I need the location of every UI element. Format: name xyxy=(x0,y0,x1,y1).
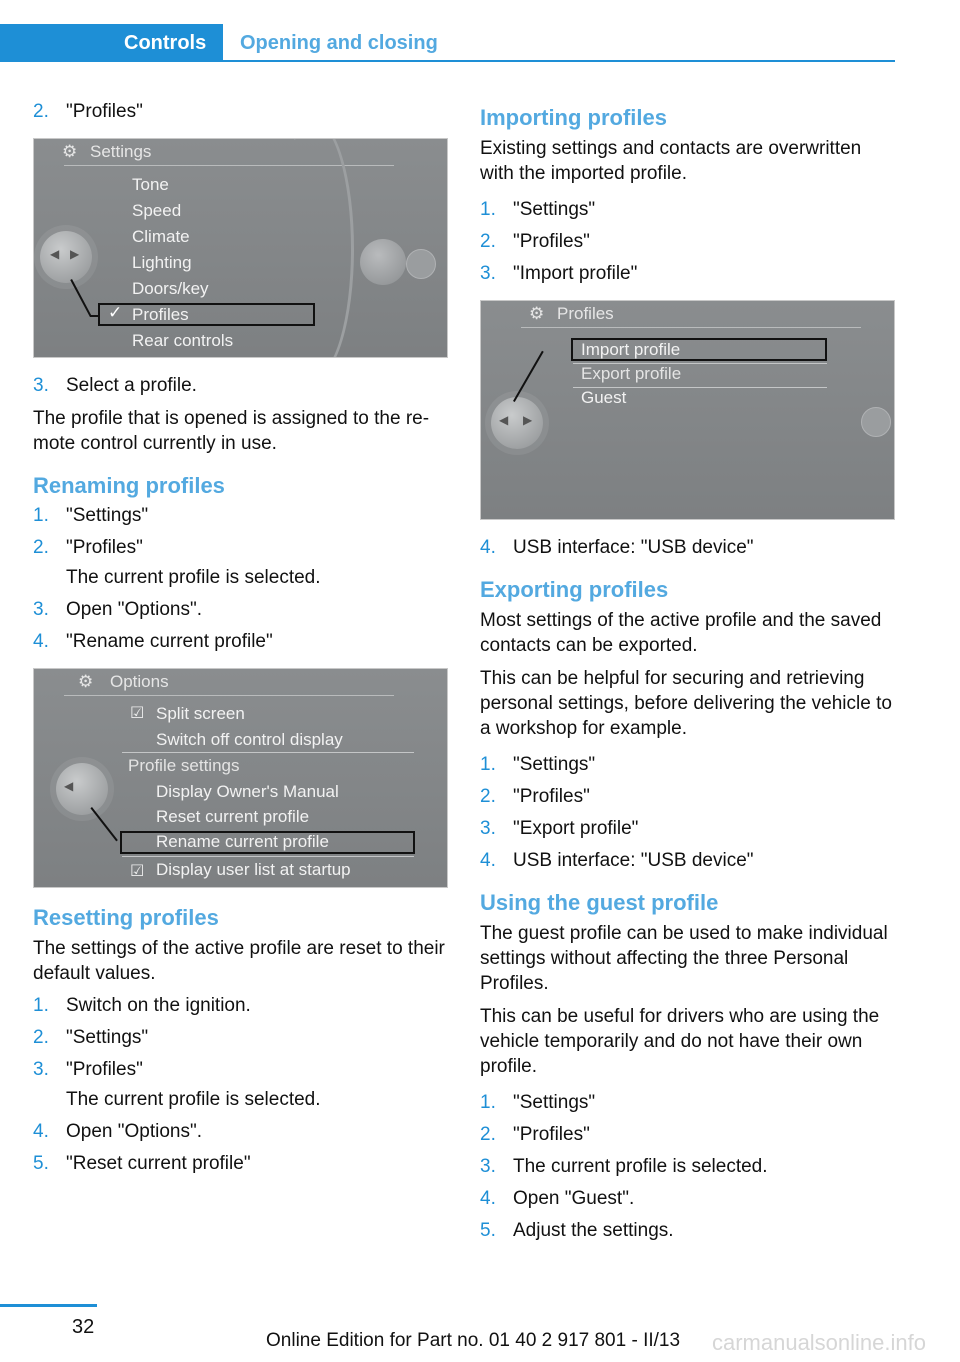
menu-item: Export profile xyxy=(581,364,682,383)
menu-item: Lighting xyxy=(132,253,192,272)
gear-icon: ⚙ xyxy=(62,142,78,161)
controller-knob: ◀ xyxy=(56,763,108,815)
gear-icon: ⚙ xyxy=(78,672,94,691)
list-item: 1. "Settings" xyxy=(480,1092,596,1113)
settings-menu-screenshot xyxy=(33,138,448,358)
paragraph: Existing settings and contacts are overwritten with the imported profile. xyxy=(480,138,862,184)
list-item: 5. Adjust the settings. xyxy=(480,1220,674,1241)
edition-text: Online Edition for Part no. 01 40 2 917 801 - II/13 xyxy=(266,1330,681,1351)
list-item: 3. Open "Options". xyxy=(33,599,203,620)
topic-tab: Opening and closing xyxy=(240,32,438,54)
paragraph: Most settings of the active profile and the saved contacts can be exported. xyxy=(480,610,882,656)
screen-title: Options xyxy=(110,672,169,691)
section-heading: Using the guest profile xyxy=(480,890,719,915)
list-item: 1. "Settings" xyxy=(480,199,596,220)
check-icon: ✓ xyxy=(108,303,123,322)
step-note: The current profile is selected. xyxy=(66,567,321,588)
options-menu-screenshot xyxy=(33,668,448,888)
section-heading: Renaming profiles xyxy=(33,473,225,498)
list-item: 2. "Profiles" xyxy=(480,786,590,807)
pointer-line xyxy=(90,807,117,841)
paragraph: This can be useful for drivers who are using the vehicle temporarily and do not have their own profile. xyxy=(480,1006,880,1077)
list-item: 3. "Import profile" xyxy=(480,263,638,284)
list-item: 1. "Settings" xyxy=(33,505,149,526)
list-item: 2. "Profiles" xyxy=(33,537,143,558)
list-item: 3. The current profile is selected. xyxy=(480,1156,768,1177)
list-item: 1. "Settings" xyxy=(480,754,596,775)
profiles-menu-screenshot xyxy=(480,300,895,520)
checkbox-icon: ☑ xyxy=(130,705,145,722)
list-item: 2. "Profiles" xyxy=(33,101,143,122)
menu-item: Guest xyxy=(581,388,627,407)
pointer-line xyxy=(70,279,91,317)
menu-item: Doors/key xyxy=(132,279,209,298)
list-item: 4. Open "Options". xyxy=(33,1121,203,1142)
right-button xyxy=(861,407,891,437)
section-tab: Controls xyxy=(0,24,223,62)
right-button xyxy=(406,249,436,279)
watermark: carmanualsonline.info xyxy=(711,1330,926,1355)
controller-knob: ◀ ▶ xyxy=(40,231,92,283)
menu-group-label: Profile settings xyxy=(128,756,240,775)
screen-title: Settings xyxy=(90,142,152,161)
list-item: 3. Select a profile. xyxy=(33,375,197,396)
menu-item: Speed xyxy=(132,201,182,220)
controller-knob: ◀ ▶ xyxy=(491,397,543,449)
paragraph: The guest profile can be used to make individual settings without affecting the three Personal Profiles. xyxy=(480,923,888,994)
right-column xyxy=(480,100,898,1251)
left-column xyxy=(33,100,448,1184)
list-item: 2. "Profiles" xyxy=(480,1124,590,1145)
page-header xyxy=(0,24,895,62)
list-item: 4. Open "Guest". xyxy=(480,1188,635,1209)
paragraph: The profile that is opened is assigned to the re-mote control currently in use. xyxy=(33,408,430,454)
menu-item-selected: Import profile xyxy=(581,340,681,359)
section-heading: Resetting profiles xyxy=(33,905,219,930)
menu-item: Reset current profile xyxy=(156,807,310,826)
paragraph: This can be helpful for securing and retrieving personal settings, before delivering the vehicle to a workshop for example. xyxy=(480,668,892,739)
list-item: 3. "Profiles" xyxy=(33,1059,143,1080)
list-item: 2. "Profiles" xyxy=(480,231,590,252)
pointer-line xyxy=(513,351,544,402)
header-divider xyxy=(223,60,895,62)
list-item: 4. USB interface: "USB device" xyxy=(480,537,754,558)
step-note: The current profile is selected. xyxy=(66,1089,321,1110)
menu-item-selected: Rename current profile xyxy=(156,832,329,851)
list-item: 1. Switch on the ignition. xyxy=(33,995,251,1016)
page-number: 32 xyxy=(72,1316,95,1338)
menu-item: Climate xyxy=(132,227,190,246)
menu-item: Display user list at startup xyxy=(156,860,351,879)
section-heading: Exporting profiles xyxy=(480,577,669,602)
list-item: 5. "Reset current profile" xyxy=(33,1153,251,1174)
menu-item: Switch off control display xyxy=(156,730,343,749)
menu-item: Rear controls xyxy=(132,331,234,350)
section-heading: Importing profiles xyxy=(480,105,667,130)
menu-item: Split screen xyxy=(156,704,245,723)
screen-title: Profiles xyxy=(557,304,614,323)
checkbox-icon: ☑ xyxy=(130,863,145,880)
highlight-box xyxy=(571,338,827,361)
right-knob xyxy=(360,239,406,285)
list-item: 3. "Export profile" xyxy=(480,818,639,839)
footer-divider xyxy=(0,1304,97,1307)
list-item: 4. "Rename current profile" xyxy=(33,631,273,652)
gear-icon: ⚙ xyxy=(529,304,545,323)
menu-item: Tone xyxy=(132,175,169,194)
paragraph: The settings of the active profile are reset to their default values. xyxy=(33,938,445,984)
highlight-box xyxy=(120,831,415,854)
list-item: 4. USB interface: "USB device" xyxy=(480,850,754,871)
menu-item: Display Owner's Manual xyxy=(156,782,339,801)
menu-item-selected: Profiles xyxy=(132,305,189,324)
list-item: 2. "Settings" xyxy=(33,1027,149,1048)
